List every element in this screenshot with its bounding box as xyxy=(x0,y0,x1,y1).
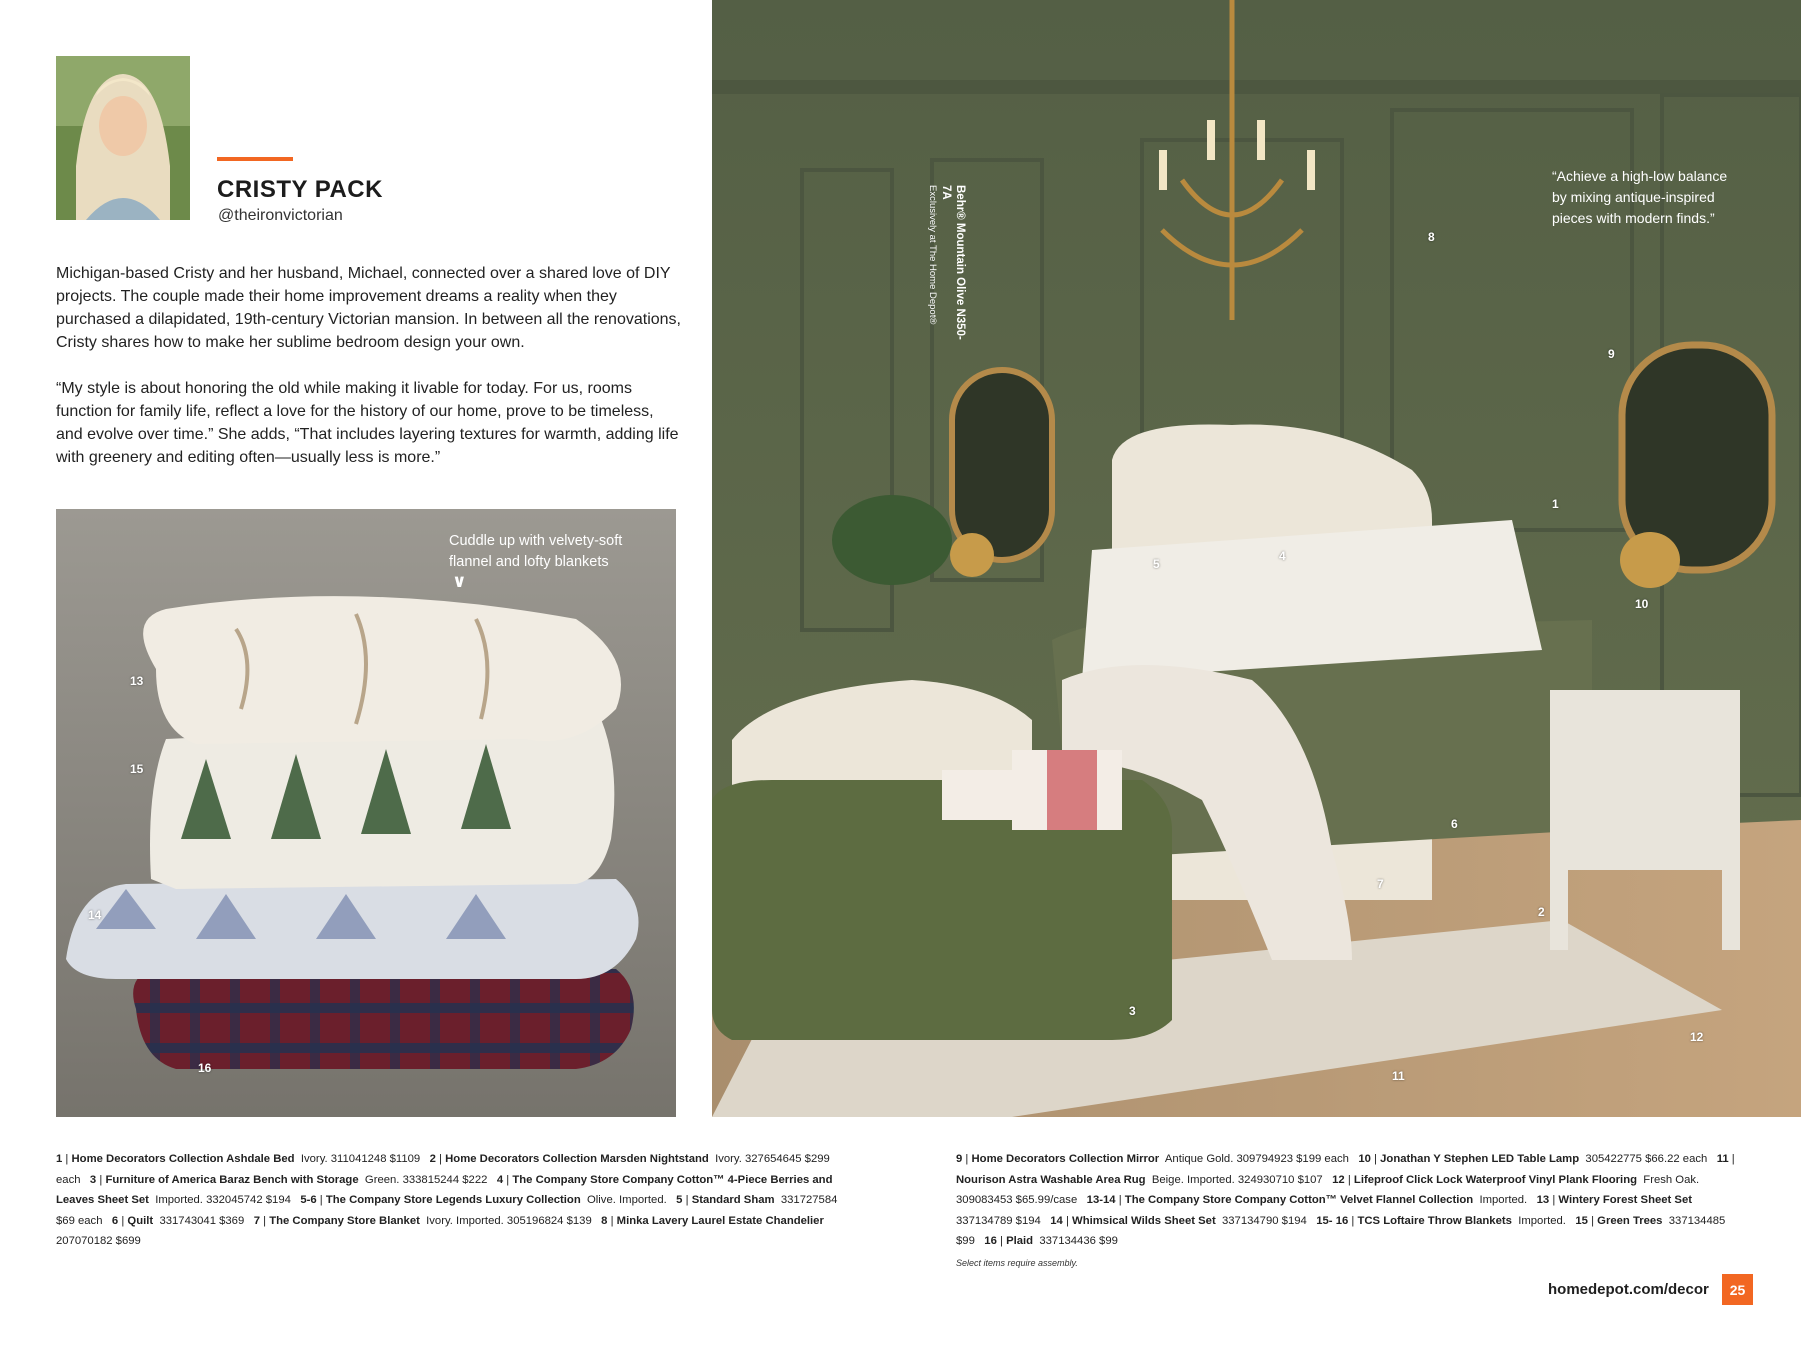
credit-details: 331743041 $369 xyxy=(159,1214,245,1227)
product-label-15: 15 xyxy=(130,762,144,776)
credit-details: 337134789 $194 xyxy=(956,1214,1041,1227)
author-name: CRISTY PACK xyxy=(217,176,383,203)
product-label-5: 5 xyxy=(1153,557,1160,571)
accent-rule xyxy=(217,157,293,161)
credit-num: 11 xyxy=(1716,1153,1729,1165)
credit-num: 4 xyxy=(496,1173,504,1186)
credit-name: Minka Lavery Laurel Estate Chandelier xyxy=(616,1214,824,1227)
credit-num: 15- 16 xyxy=(1316,1214,1349,1227)
page-number-badge: 25 xyxy=(1722,1274,1753,1305)
credit-name: The Company Store Company Cotton™ Velvet Flannel Collection xyxy=(1124,1194,1474,1206)
credit-details: Green. 333815244 $222 xyxy=(364,1173,488,1186)
credit-num: 5 xyxy=(676,1194,683,1206)
credit-details: Beige. Imported. 324930710 $107 xyxy=(1151,1173,1323,1186)
credit-name: Home Decorators Collection Marsden Nightstand xyxy=(445,1153,709,1165)
caption-arrow-icon: ∨ xyxy=(452,571,467,591)
credit-details: 331727584 $69 each xyxy=(56,1194,838,1227)
credit-num: 3 xyxy=(89,1173,97,1186)
credit-details: 337134790 $194 xyxy=(1221,1214,1307,1227)
credit-name: Jonathan Y Stephen LED Table Lamp xyxy=(1380,1153,1580,1165)
credit-name: Home Decorators Collection Ashdale Bed xyxy=(71,1153,295,1165)
credit-details: 337134436 $99 xyxy=(1039,1235,1118,1247)
bedroom-photo xyxy=(712,0,1801,1117)
product-label-12: 12 xyxy=(1690,1030,1704,1044)
credit-num: 2 xyxy=(429,1153,436,1165)
credit-details: 337134485 $99 xyxy=(956,1214,1726,1247)
credit-details: Antique Gold. 309794923 $199 each xyxy=(1164,1153,1349,1165)
credit-name: Nourison Astra Washable Area Rug xyxy=(956,1173,1146,1186)
product-label-3: 3 xyxy=(1129,1004,1136,1018)
credit-name: Furniture of America Baraz Bench with Storage xyxy=(105,1173,359,1186)
product-label-10: 10 xyxy=(1635,597,1649,611)
credit-name: TCS Loftaire Throw Blankets xyxy=(1357,1214,1512,1227)
credit-num: 8 xyxy=(601,1214,608,1227)
credit-details: Imported. xyxy=(1518,1214,1566,1227)
author-portrait xyxy=(56,56,190,220)
quote-paragraph: “My style is about honoring the old while making it livable for today. For us, rooms function for family life, reflect a love for the history of our home, prove to be timeless, and evolve over time.” She adds, “That includes layering textures for warmth, adding life with greenery and editing often—usually less is more.” xyxy=(56,380,679,466)
credit-num: 10 xyxy=(1358,1153,1371,1165)
credit-details: Ivory. 311041248 $1109 xyxy=(300,1153,421,1165)
product-label-16: 16 xyxy=(198,1061,212,1075)
credit-details: 207070182 $699 xyxy=(56,1235,141,1247)
product-label-2: 2 xyxy=(1538,905,1545,919)
author-handle: @theironvictorian xyxy=(218,207,343,224)
paint-name: Behr® Mountain Olive N350-7A xyxy=(940,185,966,340)
product-credits-right: 9 | Home Decorators Collection Mirror Antique Gold. 309794923 $199 each 10 | Jonathan Y Stephen LED Table Lamp 305422775 $66.22 each 11 | Nourison Astra Washable Area Rug Beige. Imported. 324930710 $107 12 | Lifeproof Click Lock Waterproof Vinyl Plank Flooring Fresh Oak. 309083453 $65.99/case 13-14 | The Company Store Company Cotton™ Velvet Flannel Collection Imported. 13 | Wintery Forest Sheet Set 337134789 $194 14 | Whimsical Wilds Sheet Set 337134790 $194 15- 16 | TCS Loftaire Throw Blankets Imported. 15 | Green Trees 337134485 $99 16 | Plaid 337134436 $99 xyxy=(956,1153,1735,1247)
designer-tip-quote: “Achieve a high-low balance by mixing antique-inspired pieces with modern finds.” xyxy=(1552,168,1728,226)
credit-name: Quilt xyxy=(127,1214,154,1227)
credit-num: 14 xyxy=(1050,1214,1063,1227)
credit-num: 9 xyxy=(956,1153,963,1165)
credit-name: The Company Store Legends Luxury Collection xyxy=(325,1194,581,1206)
credit-num: 5-6 xyxy=(300,1194,317,1206)
credit-name: Wintery Forest Sheet Set xyxy=(1558,1194,1693,1206)
credit-num: 13-14 xyxy=(1086,1194,1116,1206)
credit-details: Imported. 332045742 $194 xyxy=(155,1194,291,1206)
credit-details: 305422775 $66.22 each xyxy=(1585,1153,1708,1165)
credit-details: Ivory. Imported. 305196824 $139 xyxy=(426,1214,592,1227)
credit-name: Standard Sham xyxy=(691,1194,775,1206)
credit-details: Ivory. 327654645 $299 each xyxy=(56,1153,830,1186)
credit-num: 7 xyxy=(253,1214,260,1227)
author-portrait-image xyxy=(56,56,190,220)
assembly-note: Select items require assembly. xyxy=(956,1258,1078,1268)
credit-name: Home Decorators Collection Mirror xyxy=(971,1153,1160,1165)
product-label-14: 14 xyxy=(88,908,102,922)
credit-name: Whimsical Wilds Sheet Set xyxy=(1072,1214,1216,1227)
product-label-9: 9 xyxy=(1608,347,1615,361)
credit-name: Lifeproof Click Lock Waterproof Vinyl Plank Flooring xyxy=(1353,1173,1638,1186)
credit-details: Imported. xyxy=(1479,1194,1528,1206)
bedding-caption: Cuddle up with velvety-soft flannel and lofty blankets xyxy=(449,533,623,570)
credit-num: 6 xyxy=(111,1214,119,1227)
credit-num: 1 xyxy=(56,1153,63,1165)
credit-name: Green Trees xyxy=(1597,1214,1663,1227)
intro-paragraph: Michigan-based Cristy and her husband, Michael, connected over a shared love of DIY projects. The couple made their home improvement dreams a reality when they purchased a dilapidated, 19th-century Victorian mansion. In between all the renovations, Cristy shares how to make her sublime bedroom design your own. xyxy=(56,265,681,351)
product-label-7: 7 xyxy=(1377,877,1384,891)
credit-name: The Company Store Blanket xyxy=(269,1214,420,1227)
credit-num: 16 xyxy=(984,1235,997,1247)
product-label-1: 1 xyxy=(1552,497,1559,511)
credit-num: 12 xyxy=(1332,1173,1345,1186)
site-url-link[interactable]: homedepot.com/decor xyxy=(1548,1281,1709,1298)
credit-num: 15 xyxy=(1575,1214,1588,1227)
bedding-stack-illustration xyxy=(56,509,676,1117)
paint-availability-note: Exclusively at The Home Depot® xyxy=(927,185,938,325)
product-label-4: 4 xyxy=(1279,549,1286,563)
product-label-13: 13 xyxy=(130,674,144,688)
credit-details: Olive. Imported. xyxy=(587,1194,667,1206)
credit-name: Plaid xyxy=(1006,1235,1034,1247)
bedding-stack-photo xyxy=(56,509,676,1117)
credit-details: Fresh Oak. 309083453 $65.99/case xyxy=(956,1173,1700,1206)
product-label-11: 11 xyxy=(1392,1069,1405,1083)
product-label-8: 8 xyxy=(1428,230,1435,244)
paint-color-label xyxy=(926,185,967,345)
credit-name: The Company Store Company Cotton™ 4-Piece Berries and Leaves Sheet Set xyxy=(56,1173,833,1206)
product-credits-left: 1 | Home Decorators Collection Ashdale Bed Ivory. 311041248 $1109 2 | Home Decorators Collection Marsden Nightstand Ivory. 327654645 $299 each 3 | Furniture of America Baraz Bench with Storage Green. 333815244 $222 4 | The Company Store Company Cotton™ 4-Piece Berries and Leaves Sheet Set Imported. 332045742 $194 5-6 | The Company Store Legends Luxury Collection Olive. Imported. 5 | Standard Sham 331727584 $69 each 6 | Quilt 331743041 $369 7 | The Company Store Blanket Ivory. Imported. 305196824 $139 8 | Minka Lavery Laurel Estate Chandelier 207070182 $699 xyxy=(56,1153,838,1247)
product-label-6: 6 xyxy=(1451,817,1458,831)
credit-num: 13 xyxy=(1536,1194,1550,1206)
